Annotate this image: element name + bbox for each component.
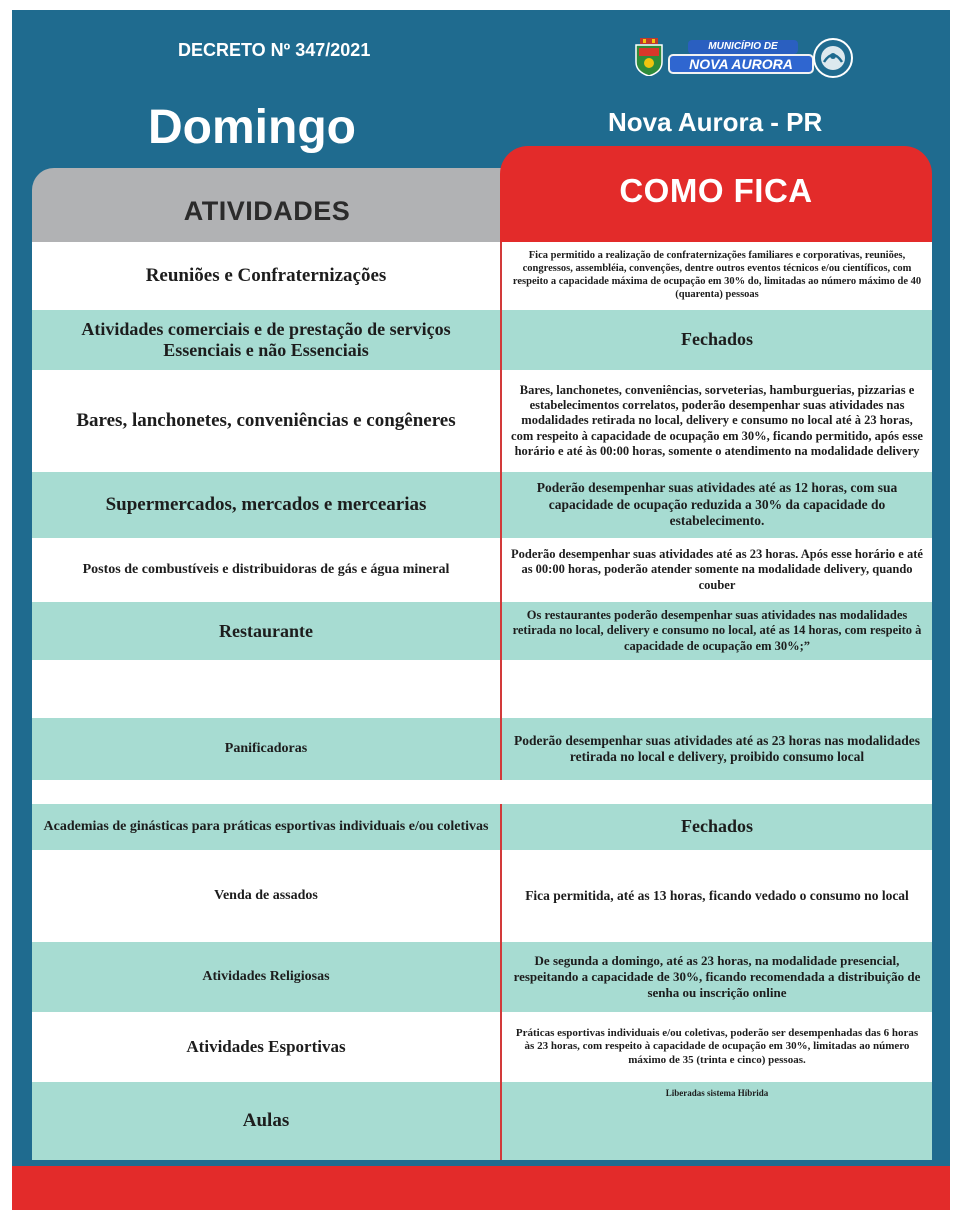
empty-row — [32, 660, 932, 718]
rule-cell: Fechados — [500, 310, 932, 370]
activity-cell: Venda de assados — [214, 887, 318, 903]
activity-cell: Atividades Esportivas — [186, 1037, 346, 1057]
decree-number: DECRETO Nº 347/2021 — [178, 40, 371, 60]
table-row — [32, 242, 932, 310]
activity-cell: Reuniões e Confraternizações — [145, 265, 387, 287]
rules-column-header — [500, 146, 932, 242]
logo-line-2: NOVA AURORA — [668, 54, 814, 74]
activity-cell: Restaurante — [219, 620, 313, 641]
activities-header-label: ATIVIDADES — [183, 195, 351, 226]
rules-header-label: COMO FICA — [619, 172, 813, 209]
rule-cell: Liberadas sistema Híbrida — [500, 1082, 932, 1160]
table-row — [32, 538, 932, 602]
day-title: Domingo — [148, 101, 356, 154]
activity-cell: Atividades comerciais e de prestação de serviços Essenciais e não Essenciais — [81, 319, 451, 360]
rule-cell: De segunda a domingo, até as 23 horas, na modalidade presencial, respeitando a capacidade de 30%, ficando recomendada a distribuição de senha ou inscrição online — [500, 942, 932, 1012]
rule-cell: Fechados — [500, 804, 932, 850]
rule-cell: Bares, lanchonetes, conveniências, sorveterias, hamburguerias, pizzarias e estabelecimentos correlatos, poderão desempenhar suas atividades nas modalidades retirada no local, delivery e consumo no local até à 23 horas, com respeito à capacidade de ocupação em 30%, ficando permitido, após esse horário e até às 00:00 horas, somente o atendimento na modalidade delivery — [500, 370, 932, 472]
empty-cell — [32, 660, 500, 718]
rule-cell: Poderão desempenhar suas atividades até as 23 horas nas modalidades retirada no local e delivery, proibido consumo local — [500, 718, 932, 780]
table-row — [32, 804, 932, 850]
crest-icon — [634, 38, 664, 76]
logo-line-1: MUNICÍPIO DE — [688, 40, 798, 54]
table-row — [32, 1012, 932, 1082]
city-name: Nova Aurora - PR — [608, 107, 823, 137]
activity-cell: Atividades Religiosas — [202, 968, 330, 984]
activity-cell: Academias de ginásticas para práticas esportivas individuais e/ou coletivas — [43, 818, 489, 834]
table-row — [32, 718, 932, 780]
table-row — [32, 310, 932, 370]
rules-table — [32, 242, 932, 1160]
empty-cell — [500, 660, 932, 718]
row-separator — [32, 780, 932, 804]
table-row — [32, 602, 932, 660]
rule-cell: Os restaurantes poderão desempenhar suas atividades nas modalidades retirada no local, delivery e consumo no local, até as 14 horas, com respeito à capacidade de ocupação em 30%;” — [500, 602, 932, 660]
activity-cell: Panificadoras — [224, 740, 308, 756]
activity-cell: Supermercados, mercados e mercearias — [105, 494, 427, 516]
bottom-bar — [12, 1166, 950, 1210]
rule-cell: Fica permitida, até as 13 horas, ficando vedado o consumo no local — [500, 850, 932, 942]
table-row — [32, 850, 932, 942]
activity-cell: Aulas — [242, 1110, 290, 1132]
table-row — [32, 942, 932, 1012]
table-row — [32, 472, 932, 538]
emblem-icon — [810, 36, 856, 80]
municipality-logo — [668, 40, 814, 76]
rule-cell: Fica permitido a realização de confraternizações familiares e corporativas, reuniões, congressos, assembléia, convenções, dentre outros eventos técnicos e/ou científicos, com respeito a capacidade máxima de ocupação em 30% do, limitadas ao número máximo de 40 (quarenta) pessoas — [500, 242, 932, 310]
table-row — [32, 370, 932, 472]
rule-cell: Poderão desempenhar suas atividades até as 12 horas, com sua capacidade de ocupação reduzida a 30% da capacidade do estabelecimento. — [500, 472, 932, 538]
rule-cell: Poderão desempenhar suas atividades até as 23 horas. Após esse horário e até as 00:00 horas, poderão atender somente na modalidade delivery, quando couber — [500, 538, 932, 602]
activities-column-header — [32, 168, 502, 242]
logos — [630, 34, 870, 82]
table-row — [32, 1082, 932, 1160]
activity-cell: Postos de combustíveis e distribuidoras de gás e água mineral — [82, 561, 450, 577]
activity-cell: Bares, lanchonetes, conveniências e congêneres — [76, 410, 456, 432]
rule-cell: Práticas esportivas individuais e/ou coletivas, poderão ser desempenhadas das 6 horas às 23 horas, com respeito à capacidade de ocupação em 30%, limitadas ao número máximo de 35 (trinta e cinco) pessoas. — [500, 1012, 932, 1082]
